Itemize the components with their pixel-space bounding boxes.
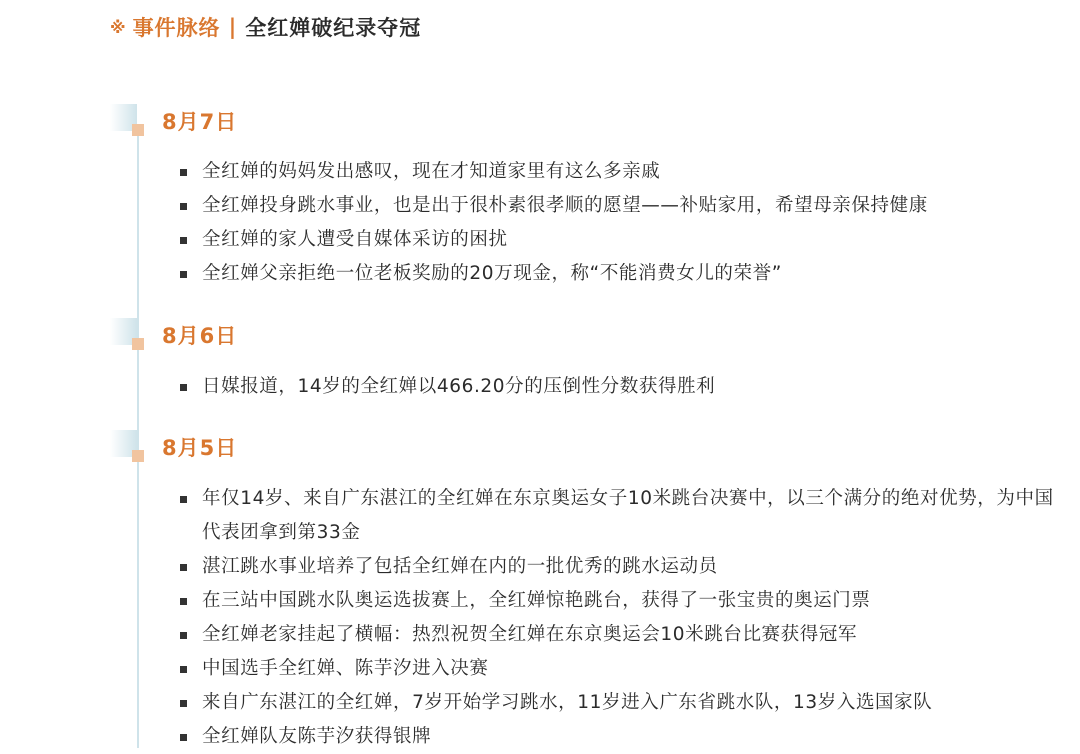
list-item: [178, 223, 1058, 257]
list-item: [178, 720, 1058, 754]
list-item: [178, 155, 1058, 189]
timeline-date-marker: [110, 318, 410, 354]
event-list: [178, 155, 1058, 291]
date-label: 8月6日: [162, 324, 238, 348]
header-separator: |: [228, 15, 238, 39]
event-text: 全红婵的妈妈发出感叹，现在才知道家里有这么多亲戚: [202, 161, 661, 182]
date-label: 8月5日: [162, 436, 238, 460]
bullet-icon: [180, 598, 187, 605]
event-text: 湛江跳水事业培养了包括全红婵在内的一批优秀的跳水运动员: [202, 556, 718, 577]
list-item: [178, 686, 1058, 720]
page-header: [110, 12, 421, 42]
event-text: 在三站中国跳水队奥运选拔赛上，全红婵惊艳跳台，获得了一张宝贵的奥运门票: [202, 590, 871, 611]
bullet-icon: [180, 666, 187, 673]
list-item: [178, 584, 1058, 618]
list-item: [178, 189, 1058, 223]
event-list: [178, 482, 1058, 754]
list-item: [178, 618, 1058, 652]
date-marker-accent-icon: [132, 450, 144, 462]
list-item: [178, 550, 1058, 584]
list-item: [178, 257, 1058, 291]
list-item: [178, 652, 1058, 686]
bullet-icon: [180, 237, 187, 244]
section-label: 事件脉络: [132, 16, 221, 40]
reference-mark-icon: ※: [110, 17, 127, 37]
event-text: 年仅14岁、来自广东湛江的全红婵在东京奥运女子10米跳台决赛中，以三个满分的绝对优势，为中国代表团拿到第33金: [202, 488, 1054, 543]
date-marker-accent-icon: [132, 124, 144, 136]
date-marker-accent-icon: [132, 338, 144, 350]
event-text: 中国选手全红婵、陈芋汐进入决赛: [202, 658, 489, 679]
list-item: [178, 370, 1058, 404]
event-text: 全红婵父亲拒绝一位老板奖励的20万现金，称“不能消费女儿的荣誉”: [202, 263, 782, 284]
bullet-icon: [180, 169, 187, 176]
event-text: 全红婵投身跳水事业，也是出于很朴素很孝顺的愿望——补贴家用，希望母亲保持健康: [202, 195, 928, 216]
timeline-date-marker: [110, 430, 410, 466]
bullet-icon: [180, 271, 187, 278]
event-list: [178, 370, 1058, 404]
event-text: 全红婵队友陈芋汐获得银牌: [202, 726, 432, 747]
bullet-icon: [180, 203, 187, 210]
bullet-icon: [180, 564, 187, 571]
bullet-icon: [180, 632, 187, 639]
event-text: 全红婵老家挂起了横幅：热烈祝贺全红婵在东京奥运会10米跳台比赛获得冠军: [202, 624, 858, 645]
event-text: 全红婵的家人遭受自媒体采访的困扰: [202, 229, 508, 250]
date-label: 8月7日: [162, 110, 238, 134]
bullet-icon: [180, 700, 187, 707]
timeline-date-marker: [110, 104, 410, 140]
event-text: 来自广东湛江的全红婵，7岁开始学习跳水，11岁进入广东省跳水队，13岁入选国家队: [202, 692, 933, 713]
list-item: [178, 482, 1058, 550]
page-title: 全红婵破纪录夺冠: [245, 16, 422, 40]
event-text: 日媒报道，14岁的全红婵以466.20分的压倒性分数获得胜利: [202, 376, 716, 397]
bullet-icon: [180, 384, 187, 391]
bullet-icon: [180, 496, 187, 503]
